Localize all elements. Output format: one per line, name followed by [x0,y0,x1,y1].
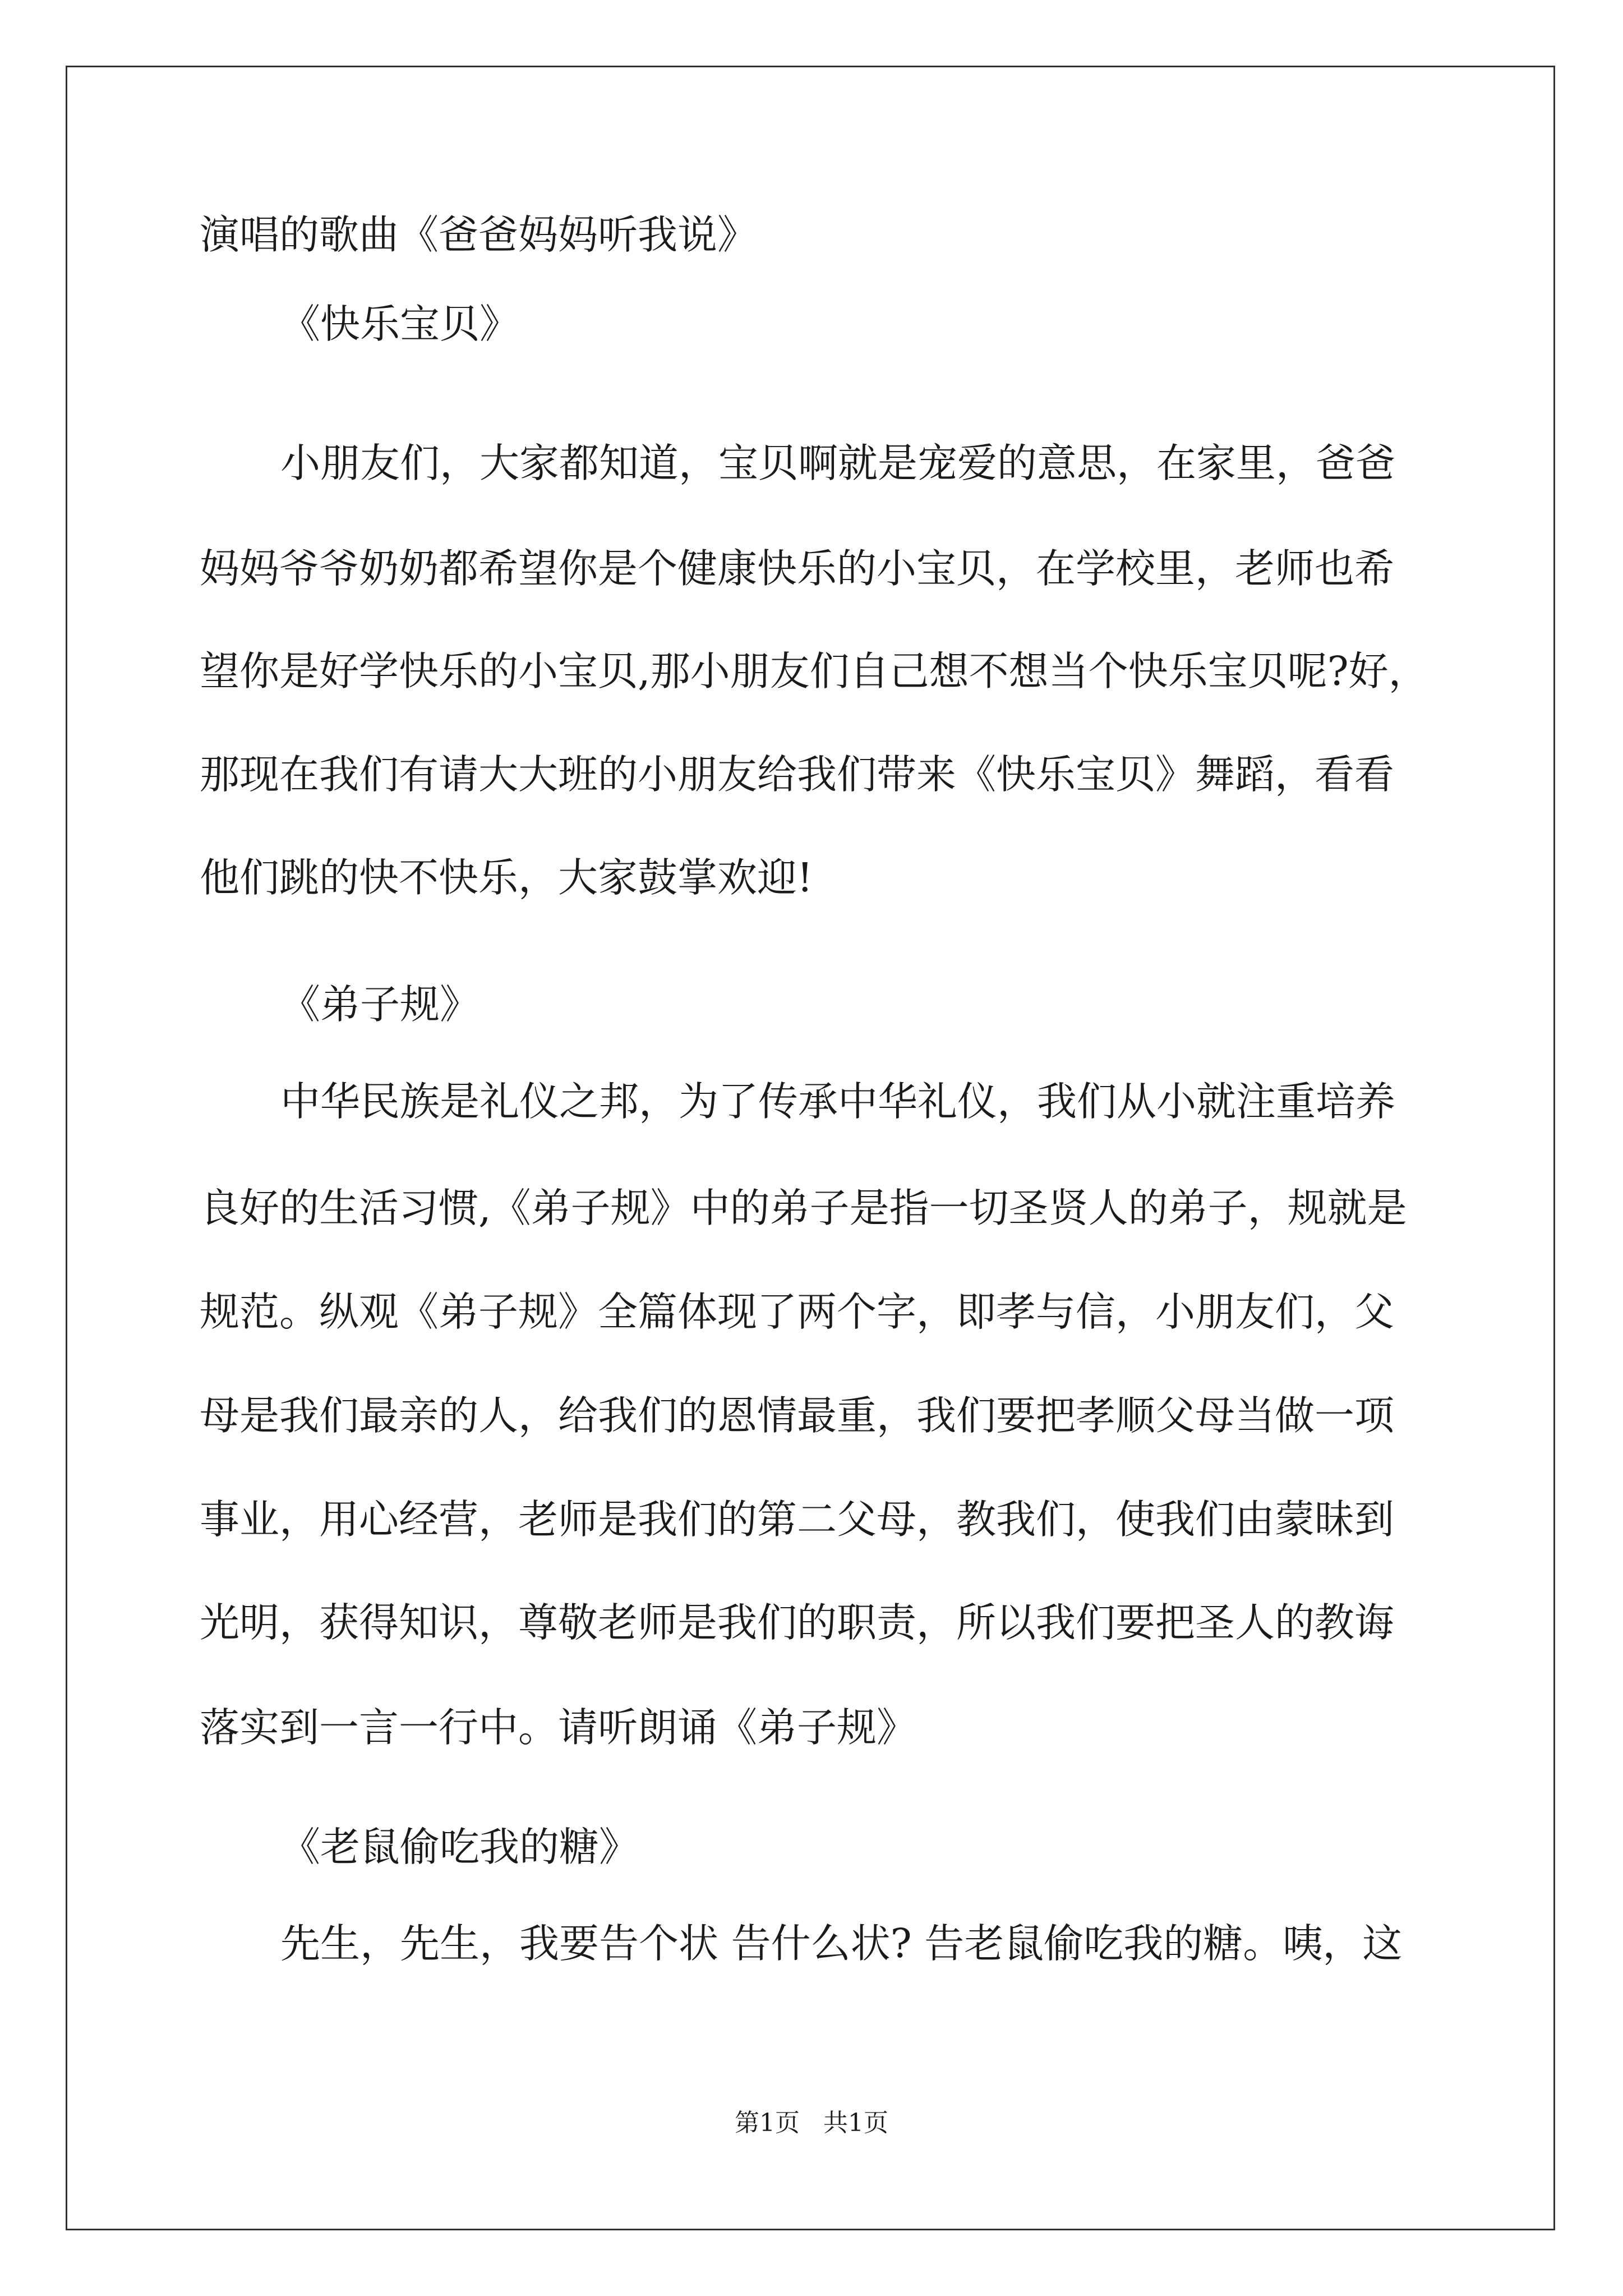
section-heading: 《老鼠偷吃我的糖》 [280,1824,639,1870]
text-line: 光明，获得知识，尊敬老师是我们的职责，所以我们要把圣人的教诲 [200,1599,1395,1646]
text-line: 妈妈爷爷奶奶都希望你是个健康快乐的小宝贝，在学校里，老师也希 [200,545,1395,592]
section-heading: 《弟子规》 [280,981,480,1028]
text-line: 小朋友们，大家都知道，宝贝啊就是宠爱的意思，在家里，爸爸 [280,440,1396,486]
page-border [66,66,1555,2230]
text-line: 那现在我们有请大大班的小朋友给我们带来《快乐宝贝》舞蹈，看看 [200,751,1395,798]
text-line: 事业，用心经营，老师是我们的第二父母，教我们，使我们由蒙昧到 [200,1496,1395,1543]
text-line: 母是我们最亲的人，给我们的恩情最重，我们要把孝顺父母当做一项 [200,1392,1395,1439]
text-line: 望你是好学快乐的小宝贝,那小朋友们自己想不想当个快乐宝贝呢?好， [200,648,1428,694]
text-line: 落实到一言一行中。请听朗诵《弟子规》 [200,1704,917,1751]
text-line: 中华民族是礼仪之邦，为了传承中华礼仪，我们从小就注重培养 [280,1078,1396,1125]
section-heading: 《快乐宝贝》 [280,301,520,347]
text-line: 先生，先生，我要告个状 告什么状? 告老鼠偷吃我的糖。咦，这 [280,1920,1403,1967]
text-line: 规范。纵观《弟子规》全篇体现了两个字，即孝与信，小朋友们，父 [200,1289,1395,1335]
text-line: 演唱的歌曲《爸爸妈妈听我说》 [200,211,758,258]
page-number: 第1页 共1页 [735,2109,888,2137]
text-line: 良好的生活习惯,《弟子规》中的弟子是指一切圣贤人的弟子，规就是 [200,1185,1407,1231]
text-line: 他们跳的快不快乐，大家鼓掌欢迎! [200,854,813,901]
